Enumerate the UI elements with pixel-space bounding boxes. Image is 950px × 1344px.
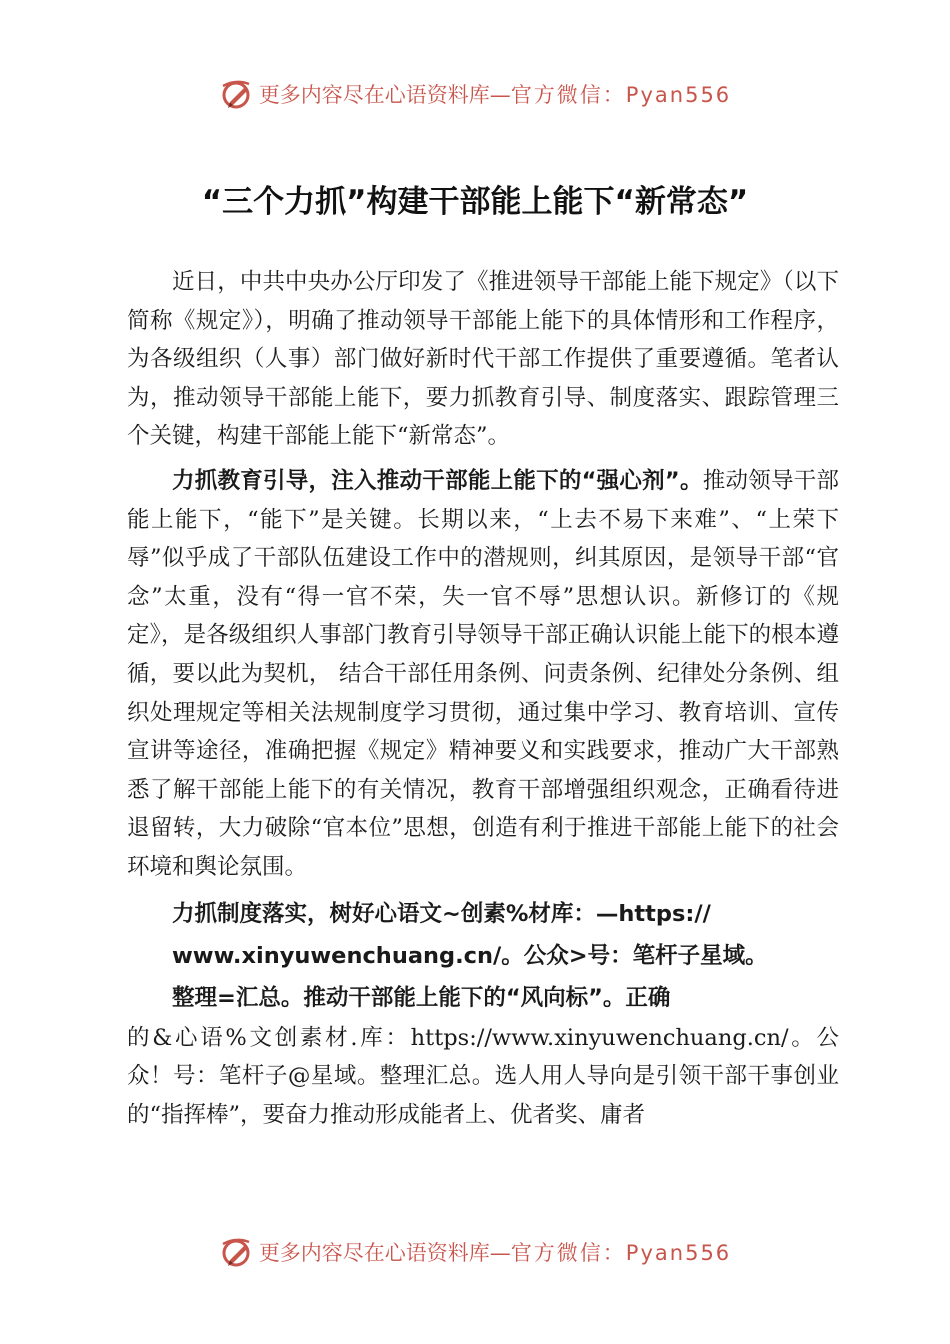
paragraph-body: 推动领导干部能上能下，“能下”是关键。长期以来，“上去不易下来难”、“上荣下辱”似乎成了干部队伍建设工作中的潜规则，纠其原因，是领导干部“官念”太重，没有“得一官不荣，失一官不辱”思想认识。新修订的《规定》，是各级组织人事部门教育引导领导干部正确认识能上能下的根本遵循，要以此为契机， 结合干部任用条例、问责条例、纪律处分条例、组织处理规定等相关法规制度学习贯彻，通过集中学习、教育培训、宣传宣讲等途径，准确把握《规定》精神要义和实践要求，推动广大干部熟悉了解干部能上能下的有关情况，教育干部增强组织观念，正确看待进退留转，大力破除“官本位”思想，创造有利于推进干部能上能下的社会环境和舆论氛围。 — [127, 467, 839, 880]
header-banner — [0, 74, 950, 114]
footer-banner — [0, 1232, 950, 1272]
pen-logo-icon — [219, 1235, 253, 1269]
paragraph-system — [127, 893, 839, 1135]
banner-wechat: 官方微信：Pyan556 — [510, 1241, 732, 1265]
paragraph-lead-lines — [127, 893, 839, 1019]
document-title: “三个力抓”构建干部能上能下“新常态” — [201, 184, 749, 220]
lead-line-1: 力抓制度落实，树好心语文~创素%材库：—https:// — [172, 900, 711, 927]
paragraph-intro: 近日，中共中央办公厅印发了《推进领导干部能上能下规定》（以下简称《规定》），明确了推动领导干部能上能下的具体情形和工作程序，为各级组织（人事）部门做好新时代干部工作提供了重要遵循。笔者认为，推动领导干部能上能下，要力抓教育引导、制度落实、跟踪管理三个关键，构建干部能上能下“新常态”。 — [127, 269, 839, 450]
banner-text: 更多内容尽在心语资料库— — [258, 83, 511, 107]
document-body — [127, 263, 839, 1134]
banner-text: 更多内容尽在心语资料库— — [258, 1241, 511, 1265]
paragraph-lead: 力抓教育引导，注入推动干部能上能下的“强心剂”。 — [172, 467, 703, 494]
pen-logo-icon — [219, 77, 253, 111]
paragraph-education — [127, 462, 839, 887]
lead-line-3: 整理=汇总。推动干部能上能下的“风向标”。正确 — [172, 984, 671, 1011]
lead-line-2: www.xinyuwenchuang.cn/。公众>号：笔杆子星域。 — [172, 942, 768, 969]
banner-wechat: 官方微信：Pyan556 — [510, 83, 732, 107]
paragraph-continuation: 的&心语%文创素材.库：https://www.xinyuwenchuang.cn/。公众！号：笔杆子@星域。整理汇总。选人用人导向是引领干部干事创业的“指挥棒”，要奋力推动形成能者上、优者奖、庸者 — [127, 1024, 839, 1128]
